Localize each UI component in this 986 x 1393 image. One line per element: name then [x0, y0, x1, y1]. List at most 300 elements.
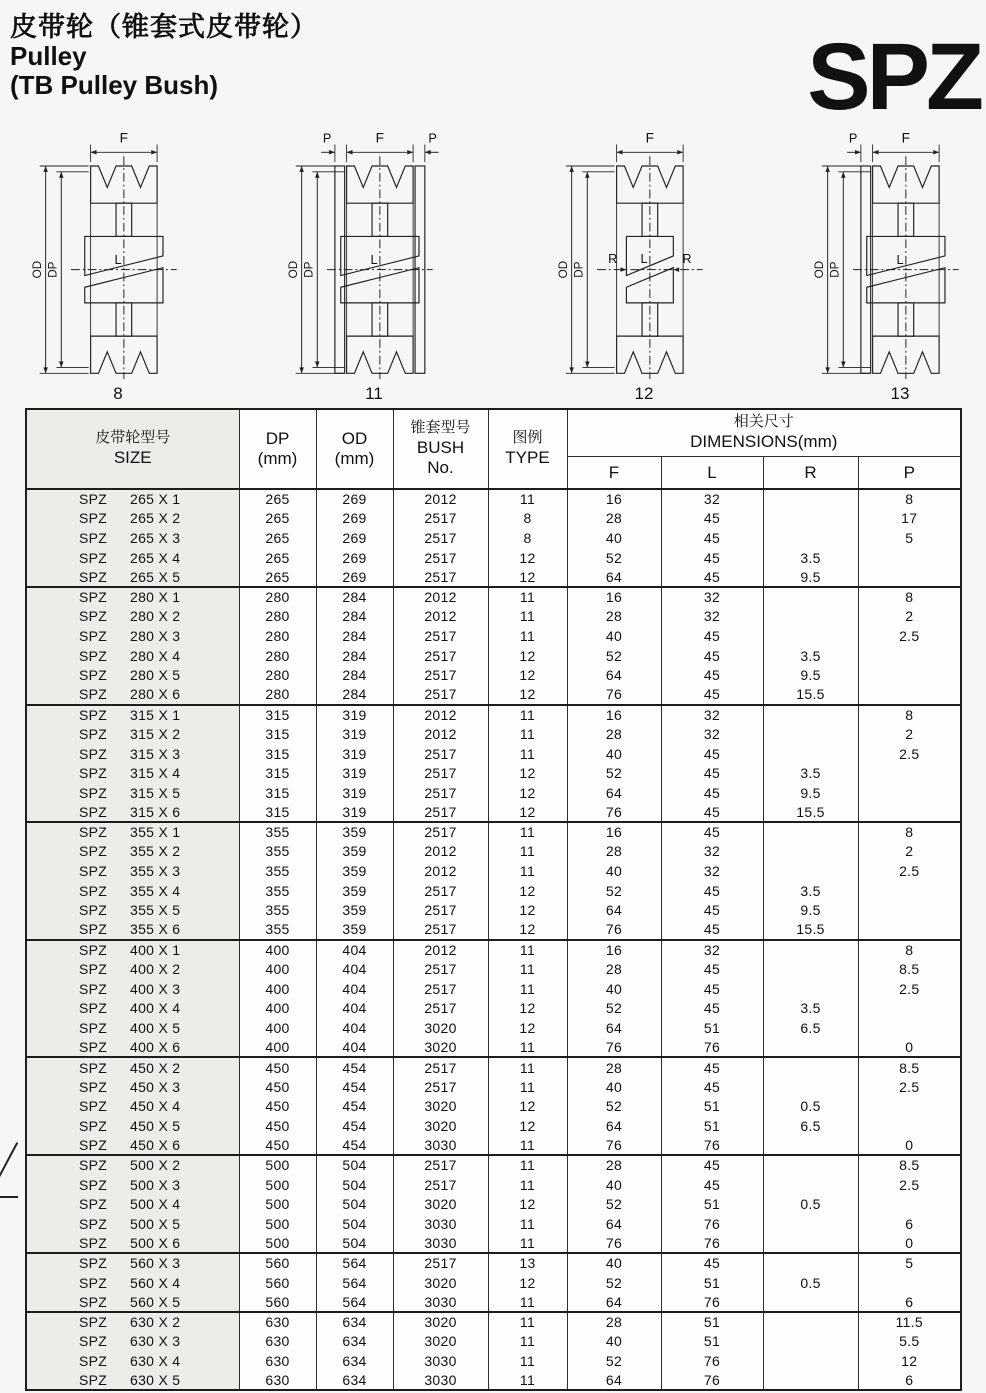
table-cell: 400 [239, 979, 316, 999]
table-cell [763, 822, 858, 842]
table-cell: 284 [316, 685, 393, 705]
table-cell: 2517 [393, 685, 488, 705]
table-cell: 2517 [393, 548, 488, 568]
table-cell: 3.5 [763, 646, 858, 666]
table-cell: 40 [567, 744, 661, 764]
table-cell: 32 [661, 842, 763, 862]
table-cell: 28 [567, 509, 661, 529]
col-header-dp [239, 409, 316, 489]
table-cell [858, 1116, 961, 1136]
table-cell: 319 [316, 763, 393, 783]
table-cell: 2517 [393, 1077, 488, 1097]
type-header-en: TYPE [505, 448, 550, 468]
table-cell [763, 587, 858, 607]
table-cell: 52 [567, 646, 661, 666]
dp-unit: (mm) [257, 449, 298, 468]
dims-header-cn: 相关尺寸 [733, 413, 794, 431]
svg-text:R: R [682, 250, 692, 266]
table-row [26, 705, 961, 725]
table-cell: 12 [488, 1116, 567, 1136]
table-cell: 28 [567, 1312, 661, 1332]
table-cell: 564 [316, 1253, 393, 1273]
table-cell: 51 [661, 1018, 763, 1038]
size-cell: SPZ 400 X 6 [26, 1038, 239, 1058]
table-row [26, 1214, 961, 1234]
table-cell: 11 [488, 1351, 567, 1371]
table-cell: 45 [661, 783, 763, 803]
table-row [26, 920, 961, 940]
size-cell: SPZ 450 X 6 [26, 1136, 239, 1156]
table-row [26, 567, 961, 587]
table-cell [763, 626, 858, 646]
table-cell: 3020 [393, 1312, 488, 1332]
table-header [26, 409, 961, 489]
table-cell: 3.5 [763, 548, 858, 568]
table-cell: 2 [858, 607, 961, 627]
table-cell: 265 [239, 567, 316, 587]
svg-text:L: L [370, 251, 378, 267]
size-cell: SPZ 265 X 5 [26, 567, 239, 587]
col-header-bush [393, 409, 488, 489]
table-cell: 2012 [393, 724, 488, 744]
size-cell: SPZ 450 X 3 [26, 1077, 239, 1097]
table-cell: 13 [488, 1253, 567, 1273]
table-cell [763, 1292, 858, 1312]
size-cell: SPZ 500 X 5 [26, 1214, 239, 1234]
size-cell: SPZ 355 X 6 [26, 920, 239, 940]
table-cell [763, 489, 858, 509]
table-cell: 560 [239, 1273, 316, 1293]
table-cell: 355 [239, 842, 316, 862]
table-cell: 355 [239, 920, 316, 940]
size-cell: SPZ 315 X 4 [26, 763, 239, 783]
table-cell [858, 1018, 961, 1038]
table-cell: 32 [661, 724, 763, 744]
table-cell: 11 [488, 587, 567, 607]
table-cell [763, 1371, 858, 1391]
pulley-cross-section-drawing [556, 124, 732, 384]
table-cell: 28 [567, 607, 661, 627]
table-cell: 64 [567, 783, 661, 803]
table-cell: 280 [239, 685, 316, 705]
table-cell: 3030 [393, 1292, 488, 1312]
table-cell: 454 [316, 1077, 393, 1097]
table-cell: 15.5 [763, 803, 858, 823]
table-cell: 45 [661, 822, 763, 842]
table-cell: 11 [488, 705, 567, 725]
table-cell: 12 [488, 900, 567, 920]
table-cell [858, 646, 961, 666]
table-row [26, 1371, 961, 1391]
table-cell: 8 [488, 528, 567, 548]
table-cell: 16 [567, 940, 661, 960]
table-cell: 2012 [393, 842, 488, 862]
table-cell: 76 [567, 1234, 661, 1254]
table-cell: 45 [661, 881, 763, 901]
table-cell: 17 [858, 509, 961, 529]
table-cell: 12 [488, 548, 567, 568]
table-cell: 45 [661, 920, 763, 940]
table-cell: 40 [567, 861, 661, 881]
table-cell: 5 [858, 1253, 961, 1273]
pulley-cross-section-drawing [812, 124, 986, 384]
table-cell: 52 [567, 1273, 661, 1293]
table-cell: 2517 [393, 763, 488, 783]
dims-header-en: DIMENSIONS(mm) [690, 432, 838, 452]
table-cell: 12 [488, 685, 567, 705]
table-cell: 40 [567, 626, 661, 646]
table-cell: 64 [567, 1214, 661, 1234]
table-row [26, 861, 961, 881]
table-cell: 11 [488, 724, 567, 744]
table-row [26, 1234, 961, 1254]
table-row [26, 763, 961, 783]
table-cell [763, 509, 858, 529]
table-cell [763, 1351, 858, 1371]
size-cell: SPZ 450 X 5 [26, 1116, 239, 1136]
table-cell: 2.5 [858, 626, 961, 646]
table-cell: 6 [858, 1371, 961, 1391]
table-cell: 315 [239, 763, 316, 783]
table-cell: 8.5 [858, 959, 961, 979]
pulley-cross-section-svg [30, 124, 206, 384]
svg-text:R: R [608, 250, 618, 266]
table-cell: 2517 [393, 881, 488, 901]
od-header: OD [341, 428, 368, 448]
col-header-p: P [858, 457, 961, 490]
table-cell: 6 [858, 1292, 961, 1312]
table-row [26, 1038, 961, 1058]
table-cell: 2517 [393, 783, 488, 803]
table-cell: 2012 [393, 489, 488, 509]
pulley-diagrams [0, 124, 986, 408]
size-cell: SPZ 630 X 5 [26, 1371, 239, 1391]
table-cell: 52 [567, 1096, 661, 1116]
table-cell: 2517 [393, 1155, 488, 1175]
type-header-cn: 图例 [512, 429, 543, 447]
table-cell [763, 1332, 858, 1352]
table-cell: 64 [567, 1116, 661, 1136]
table-cell: 76 [661, 1292, 763, 1312]
table-row [26, 1018, 961, 1038]
table-cell: 359 [316, 861, 393, 881]
table-cell: 355 [239, 881, 316, 901]
table-row [26, 1273, 961, 1293]
table-cell: 76 [661, 1371, 763, 1391]
size-cell: SPZ 280 X 2 [26, 607, 239, 627]
table-cell: 404 [316, 998, 393, 1018]
table-cell: 6 [858, 1214, 961, 1234]
scan-artifact [0, 1142, 18, 1182]
table-cell: 3030 [393, 1214, 488, 1234]
table-cell: 630 [239, 1371, 316, 1391]
pulley-cross-section-svg [812, 124, 986, 384]
table-cell: 500 [239, 1175, 316, 1195]
table-cell: 355 [239, 822, 316, 842]
table-cell: 76 [661, 1234, 763, 1254]
table-cell: 9.5 [763, 665, 858, 685]
table-cell: 64 [567, 1292, 661, 1312]
table-cell: 315 [239, 705, 316, 725]
table-cell: 3030 [393, 1371, 488, 1391]
size-cell: SPZ 560 X 5 [26, 1292, 239, 1312]
table-cell: 12 [488, 1194, 567, 1214]
size-cell: SPZ 400 X 5 [26, 1018, 239, 1038]
table-cell: 500 [239, 1155, 316, 1175]
table-cell: 454 [316, 1096, 393, 1116]
table-row [26, 489, 961, 509]
table-cell [763, 959, 858, 979]
col-header-od [316, 409, 393, 489]
table-cell: 9.5 [763, 783, 858, 803]
table-cell: 12 [488, 567, 567, 587]
table-cell: 76 [661, 1136, 763, 1156]
svg-text:DP: DP [828, 261, 842, 278]
table-cell: 500 [239, 1214, 316, 1234]
size-cell: SPZ 400 X 3 [26, 979, 239, 999]
svg-text:F: F [119, 130, 129, 146]
figure-number: 12 [634, 384, 654, 403]
svg-text:OD: OD [812, 260, 826, 279]
table-cell: 280 [239, 607, 316, 627]
table-cell [763, 528, 858, 548]
table-cell: 269 [316, 489, 393, 509]
table-cell: 16 [567, 822, 661, 842]
size-cell: SPZ 500 X 3 [26, 1175, 239, 1195]
table-cell: 265 [239, 509, 316, 529]
table-cell: 400 [239, 940, 316, 960]
size-cell: SPZ 280 X 3 [26, 626, 239, 646]
table-cell: 40 [567, 1332, 661, 1352]
svg-text:P: P [848, 130, 858, 146]
svg-text:OD: OD [556, 260, 570, 279]
table-body [26, 489, 961, 1390]
table-cell: 2517 [393, 998, 488, 1018]
table-row [26, 1332, 961, 1352]
pulley-diagram-type-13 [812, 124, 986, 404]
size-cell: SPZ 630 X 4 [26, 1351, 239, 1371]
table-row [26, 1096, 961, 1116]
table-cell: 2517 [393, 744, 488, 764]
table-cell: 3.5 [763, 998, 858, 1018]
table-cell: 269 [316, 528, 393, 548]
table-cell: 52 [567, 1194, 661, 1214]
table-cell: 45 [661, 979, 763, 999]
table-cell: 28 [567, 842, 661, 862]
table-row [26, 1194, 961, 1214]
size-cell: SPZ 400 X 1 [26, 940, 239, 960]
table-cell: 3.5 [763, 881, 858, 901]
table-cell: 16 [567, 705, 661, 725]
table-cell: 2012 [393, 705, 488, 725]
table-row [26, 803, 961, 823]
table-cell: 404 [316, 959, 393, 979]
size-cell: SPZ 315 X 2 [26, 724, 239, 744]
size-cell: SPZ 630 X 3 [26, 1332, 239, 1352]
table-cell: 16 [567, 587, 661, 607]
col-header-r: R [763, 457, 858, 490]
table-cell: 51 [661, 1194, 763, 1214]
table-row [26, 1077, 961, 1097]
size-cell: SPZ 560 X 4 [26, 1273, 239, 1293]
table-row [26, 1253, 961, 1273]
table-cell: 3020 [393, 1194, 488, 1214]
table-cell [763, 842, 858, 862]
table-cell [763, 1175, 858, 1195]
table-cell: 3020 [393, 1038, 488, 1058]
table-cell: 450 [239, 1077, 316, 1097]
table-cell: 284 [316, 587, 393, 607]
table-cell: 2517 [393, 528, 488, 548]
table-cell [763, 861, 858, 881]
table-cell: 12 [488, 1273, 567, 1293]
table-cell: 8 [488, 509, 567, 529]
size-cell: SPZ 500 X 4 [26, 1194, 239, 1214]
table-cell: 45 [661, 665, 763, 685]
table-cell: 52 [567, 998, 661, 1018]
table-cell: 500 [239, 1234, 316, 1254]
table-cell: 404 [316, 1018, 393, 1038]
table-cell: 8.5 [858, 1155, 961, 1175]
table-cell: 32 [661, 861, 763, 881]
col-header-size [26, 409, 239, 489]
table-cell [858, 1096, 961, 1116]
table-cell: 5 [858, 528, 961, 548]
table-row [26, 724, 961, 744]
spec-table-wrapper [25, 408, 962, 1391]
table-cell: 12 [488, 1018, 567, 1038]
table-row [26, 881, 961, 901]
table-cell: 6.5 [763, 1116, 858, 1136]
table-cell: 450 [239, 1136, 316, 1156]
table-cell [858, 548, 961, 568]
table-cell [858, 665, 961, 685]
table-cell: 11 [488, 1077, 567, 1097]
table-cell: 11 [488, 1312, 567, 1332]
table-cell: 280 [239, 626, 316, 646]
table-cell: 40 [567, 528, 661, 548]
size-cell: SPZ 500 X 6 [26, 1234, 239, 1254]
table-cell: 76 [567, 1136, 661, 1156]
figure-number: 11 [365, 384, 383, 403]
table-cell: 454 [316, 1057, 393, 1077]
table-cell: 45 [661, 1175, 763, 1195]
table-cell: 51 [661, 1116, 763, 1136]
table-cell [763, 1155, 858, 1175]
table-cell: 2517 [393, 979, 488, 999]
size-cell: SPZ 355 X 2 [26, 842, 239, 862]
table-cell: 52 [567, 548, 661, 568]
figure-number: 13 [890, 384, 910, 403]
table-cell: 269 [316, 567, 393, 587]
table-cell: 400 [239, 1018, 316, 1038]
table-cell: 8.5 [858, 1057, 961, 1077]
table-cell [763, 1136, 858, 1156]
od-unit: (mm) [334, 449, 375, 468]
table-cell [858, 881, 961, 901]
size-cell: SPZ 355 X 1 [26, 822, 239, 842]
table-row [26, 979, 961, 999]
table-cell: 2.5 [858, 979, 961, 999]
table-cell: 2012 [393, 587, 488, 607]
table-cell: 2517 [393, 1175, 488, 1195]
size-cell: SPZ 450 X 4 [26, 1096, 239, 1116]
svg-text:DP: DP [302, 261, 316, 278]
spec-table [25, 408, 962, 1391]
table-cell: 12 [488, 920, 567, 940]
table-cell: 11 [488, 1038, 567, 1058]
table-cell: 11 [488, 1136, 567, 1156]
table-cell: 315 [239, 744, 316, 764]
table-cell: 504 [316, 1234, 393, 1254]
table-cell: 319 [316, 803, 393, 823]
table-cell [858, 920, 961, 940]
table-cell: 634 [316, 1332, 393, 1352]
table-cell: 45 [661, 763, 763, 783]
table-cell: 454 [316, 1116, 393, 1136]
table-cell [858, 685, 961, 705]
table-cell: 2.5 [858, 744, 961, 764]
table-cell: 28 [567, 724, 661, 744]
table-row [26, 783, 961, 803]
table-cell: 8 [858, 822, 961, 842]
table-cell: 400 [239, 1038, 316, 1058]
table-cell: 319 [316, 724, 393, 744]
table-cell: 265 [239, 548, 316, 568]
svg-text:F: F [901, 130, 911, 146]
table-cell: 450 [239, 1096, 316, 1116]
dp-header: DP [265, 428, 290, 448]
table-cell: 504 [316, 1214, 393, 1234]
table-cell: 52 [567, 1351, 661, 1371]
table-cell: 76 [567, 685, 661, 705]
table-row [26, 548, 961, 568]
table-cell: 11 [488, 1175, 567, 1195]
table-cell: 11 [488, 940, 567, 960]
table-row [26, 842, 961, 862]
table-cell: 12 [858, 1351, 961, 1371]
table-cell: 45 [661, 548, 763, 568]
series-model-label: SPZ [807, 24, 980, 130]
table-cell [763, 744, 858, 764]
table-cell: 11 [488, 1234, 567, 1254]
table-cell: 8 [858, 705, 961, 725]
table-cell: 634 [316, 1312, 393, 1332]
table-cell: 355 [239, 861, 316, 881]
table-row [26, 607, 961, 627]
table-cell: 40 [567, 1077, 661, 1097]
table-cell: 280 [239, 646, 316, 666]
table-row [26, 1312, 961, 1332]
size-cell: SPZ 265 X 2 [26, 509, 239, 529]
table-cell: 11 [488, 1155, 567, 1175]
table-row [26, 1057, 961, 1077]
table-row [26, 959, 961, 979]
table-cell: 315 [239, 783, 316, 803]
table-cell: 284 [316, 626, 393, 646]
table-cell: 319 [316, 744, 393, 764]
table-cell: 634 [316, 1351, 393, 1371]
table-cell [763, 1234, 858, 1254]
table-cell: 32 [661, 607, 763, 627]
table-cell: 3020 [393, 1116, 488, 1136]
table-cell: 12 [488, 763, 567, 783]
table-cell: 11 [488, 607, 567, 627]
table-cell: 315 [239, 803, 316, 823]
size-cell: SPZ 265 X 1 [26, 489, 239, 509]
table-cell: 40 [567, 1253, 661, 1273]
table-cell: 11 [488, 1292, 567, 1312]
